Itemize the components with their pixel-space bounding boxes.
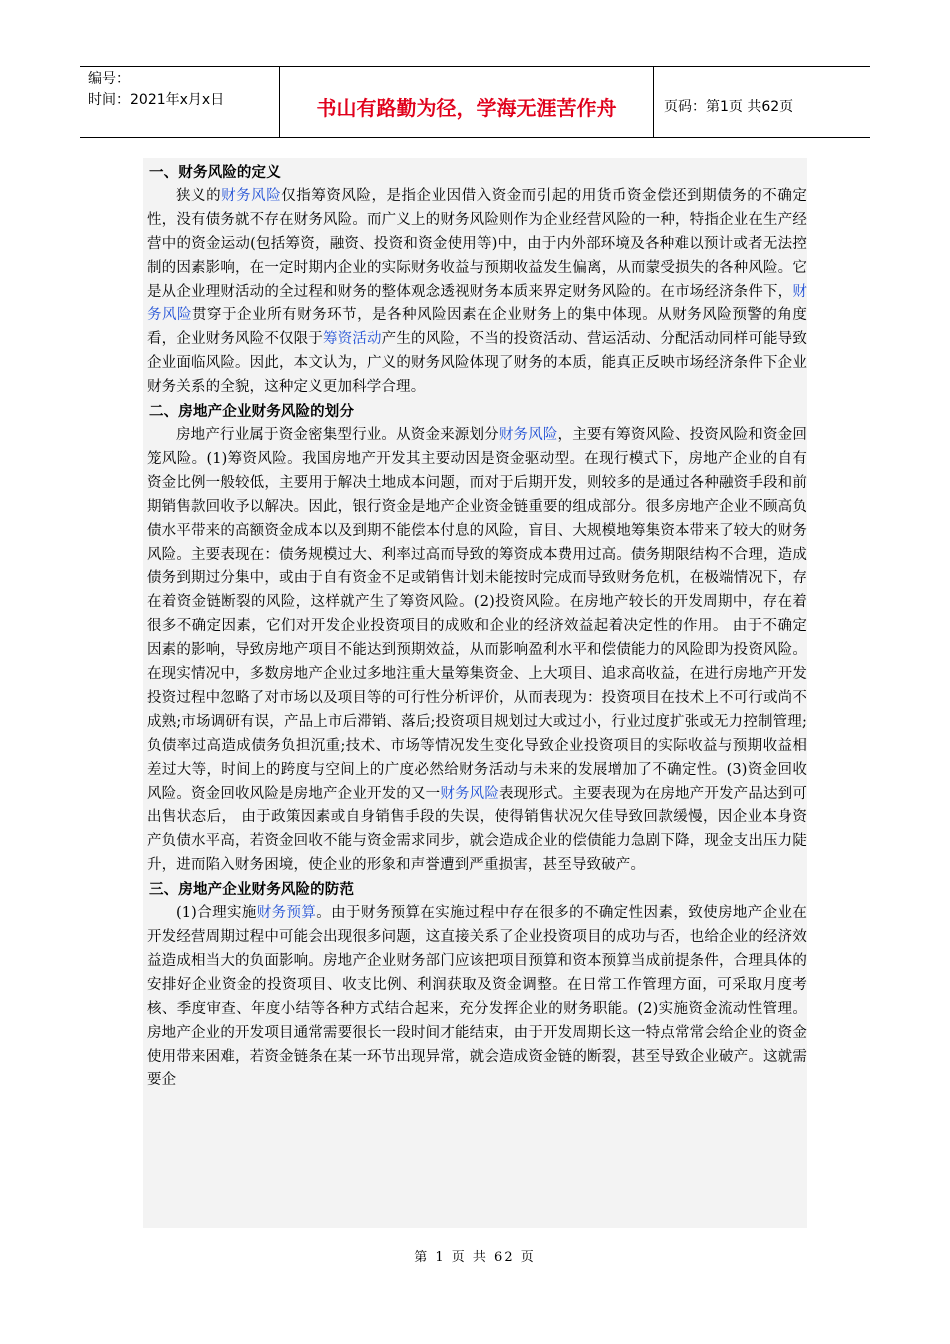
paragraph-text: 表现形式。主要表现为在房地产开发产品达到可出售状态后， 由于政策因素或自身销售手段的失误，使得销售状况欠佳导致回款缓慢，因企业本身资产负债水平高，若资金回收不能与资金需求同步，就会造成企业的偿债能力急剧下降，现金支出压力陡升，进而陷入财务困境，使企业的形象和声誉遭到严重损害，甚至导致破产。 bbox=[147, 785, 807, 874]
header-meta bbox=[80, 67, 280, 137]
document-number-label: 编号： bbox=[88, 71, 130, 87]
document-time-label: 时间：2021年x月x日 bbox=[88, 92, 225, 108]
paragraph-text: 狭义的 bbox=[176, 187, 222, 204]
term-link[interactable]: 财务风险 bbox=[498, 426, 558, 443]
paragraph-text: 房地产行业属于资金密集型行业。从资金来源划分 bbox=[176, 426, 499, 443]
paragraph-text: 贯穿于企业所有财务环节，是各种风险因素在企业财务上的集中体现。从财务风险预警的角度看，企业财务风险不仅限于 bbox=[147, 307, 807, 348]
page-header bbox=[80, 66, 870, 138]
paragraph-text: 。由于财务预算在实施过程中存在很多的不确定性因素，致使房地产企业在开发经营周期过程中可能会出现很多问题，这直接关系了企业投资项目的成功与否，也给企业的经济效益造成相当大的负面影响。房地产企业财务部门应该把项目预算和资本预算当成前提条件，合理具体的安排好企业资金的投资项目、收支比例、利润获取及资金调整。在日常工作管理方面，可采取月度考核、季度审查、年度小结等各种方式结合起来，充分发挥企业的财务职能。(2)实施资金流动性管理。房地产企业的开发项目通常需要很长一段时间才能结束，由于开发周期长这一特点常常会给企业的资金使用带来困难，若资金链条在某一环节出现异常，就会造成资金链的断裂，甚至导致企业破产。这就需要企 bbox=[147, 905, 807, 1089]
document-body bbox=[143, 158, 807, 1228]
header-motto: 书山有路勤为径，学海无涯苦作舟 bbox=[280, 67, 654, 137]
document-text bbox=[143, 158, 807, 1093]
term-link[interactable]: 财务预算 bbox=[256, 905, 317, 922]
paragraph-text: (1)合理实施 bbox=[176, 905, 257, 922]
section-paragraph bbox=[147, 902, 807, 1093]
header-page-info: 页码：第1页 共62页 bbox=[664, 99, 794, 115]
term-link[interactable]: 财务风险 bbox=[221, 187, 282, 204]
term-link[interactable]: 财务风险 bbox=[440, 785, 500, 802]
section-paragraph bbox=[147, 424, 807, 878]
section-paragraph bbox=[147, 185, 807, 400]
term-link[interactable]: 财务风险 bbox=[147, 283, 807, 324]
section-heading: 三、房地产企业财务风险的防范 bbox=[149, 881, 355, 899]
section-heading: 一、财务风险的定义 bbox=[149, 164, 281, 181]
section-heading: 二、房地产企业财务风险的划分 bbox=[149, 403, 355, 421]
paragraph-text: 产生的风险，不当的投资活动、营运活动、分配活动同样可能导致企业面临风险。因此，本文认为，广义的财务风险体现了财务的本质，能真正反映市场经济条件下企业财务关系的全貌，这种定义更加科学合理。 bbox=[147, 331, 807, 396]
page-footer: 第 1 页 共 62 页 bbox=[414, 1250, 536, 1265]
term-link[interactable]: 筹资活动 bbox=[323, 331, 382, 348]
paragraph-text: ，主要有筹资风险、投资风险和资金回笼风险。(1)筹资风险。我国房地产开发其主要动因是资金驱动型。在现行模式下，房地产企业的自有资金比例一般较低，主要用于解决土地成本问题，而对于后期开发，则较多的是通过各种融资手段和前期销售款回收予以解决。因此，银行资金是地产企业资金链重要的组成部分。很多房地产企业不顾高负债水平带来的高额资金成本以及到期不能偿本付息的风险，盲目、大规模地筹集资本带来了较大的财务风险。主要表现在：债务规模过大、利率过高而导致的筹资成本费用过高。债务期限结构不合理，造成债务到期过分集中，或由于自有资金不足或销售计划未能按时完成而导致财务危机，在极端情况下，存在着资金链断裂的风险，这样就产生了筹资风险。(2)投资风险。在房地产较长的开发周期中，存在着很多不确定因素，它们对开发企业投资项目的成败和企业的经济效益起着决定性的作用。 由于不确定因素的影响，导致房地产项目不能达到预期效益，从而影响盈利水平和偿债能力的风险即为投资风险。在现实情况中，多数房地产企业过多地注重大量筹集资金、上大项目、追求高收益，在进行房地产开发投资过程中忽略了对市场以及项目等的可行性分析评价，从而表现为：投资项目在技术上不可行或尚不成熟;市场调研有误，产品上市后滞销、落后;投资项目规划过大或过小，行业过度扩张或无力控制管理;负债率过高造成债务负担沉重;技术、市场等情况发生变化导致企业投资项目的实际收益与预期收益相差过大等，时间上的跨度与空间上的广度必然给财务活动与未来的发展增加了不确定性。(3)资金回收风险。资金回收风险是房地产企业开发的又一 bbox=[147, 426, 807, 802]
paragraph-text: 仅指筹资风险，是指企业因借入资金而引起的用货币资金偿还到期债务的不确定性，没有债务就不存在财务风险。而广义上的财务风险则作为企业经营风险的一种，特指企业在生产经营中的资金运动(包括筹资，融资、投资和资金使用等)中，由于内外部环境及各种难以预计或者无法控制的因素影响，在一定时期内企业的实际财务收益与预期收益发生偏离，从而蒙受损失的各种风险。它是从企业理财活动的全过程和财务的整体观念透视财务本质来界定财务风险的。在市场经济条件下， bbox=[147, 187, 808, 300]
